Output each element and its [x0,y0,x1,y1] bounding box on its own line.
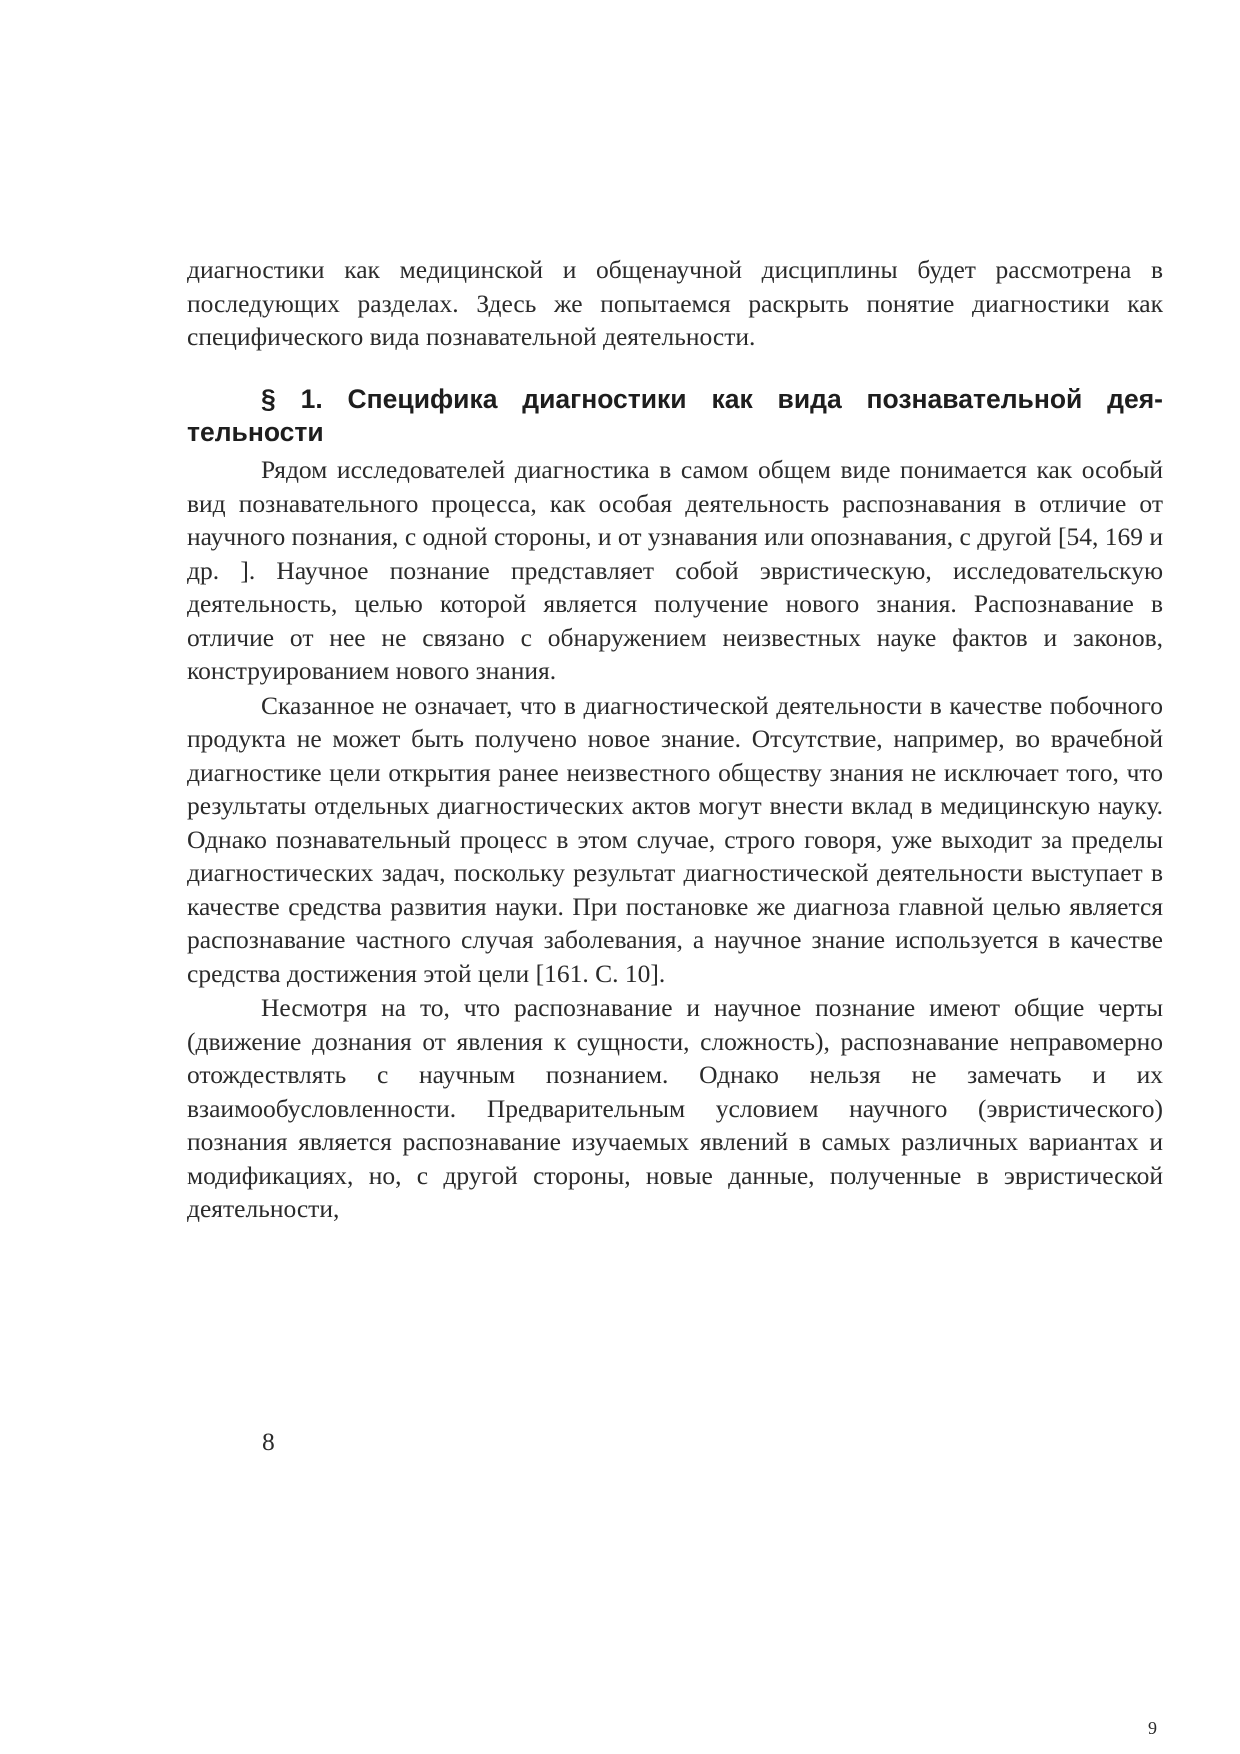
section-heading [187,383,1163,449]
paragraph-2: Сказанное не означает, что в диагностической деятельности в качестве побочного продукта не может быть получено новое знание. Отсутствие, например, во врачебной диагностике цели открытия ранее неизвестного обществу знания не исключает того, что результаты отдельных диагностических актов могут внести вклад в медицинскую науку. Однако познавательный процесс в этом случае, строго говоря, уже выходит за пределы диагностических задач, поскольку результат диагностической деятельности выступает в качестве средства развития науки. При постановке же диагноза главной целью является распознавание частного случая заболевания, а научное знание используется в качестве средства достижения этой цели [161. С. 10]. [187,690,1163,988]
section-heading-line-2: тельности [187,417,324,447]
inner-page-number: 8 [262,1427,275,1456]
intro-text-block [187,253,1163,354]
intro-paragraph: диагностики как медицинской и общенаучной дисциплины будет рассмотрена в последующих разделах. Здесь же попытаемся раскрыть понятие диагностики как специфического вида познавательной деятельности. [187,255,1163,351]
section-heading-line-1: § 1. Специфика диагностики как вида познавательной дея- [261,384,1163,414]
body-text-block [187,453,1163,1227]
paragraph-1: Рядом исследователей диагностика в самом общем виде понимается как особый вид познавательного процесса, как особая деятельность распознавания в отличие от научного познания, с одной стороны, и от узнавания или опознавания, с другой [54, 169 и др. ]. Научное познание представляет собой эвристическую, исследовательскую деятельность, целью которой является получение нового знания. Распознавание в отличие от нее не связано с обнаружением неизвестных науке фактов и законов, конструированием нового знания. [187,455,1163,685]
paragraph-3: Несмотря на то, что распознавание и научное познание имеют общие черты (движение дознания от явления к сущности, сложность), распознавание неправомерно отождествлять с научным познанием. Однако нельзя не замечать и их взаимообусловленности. Предварительным условием научного (эвристического) познания является распознавание изучаемых явлений в самых различных вариантах и модификациях, но, с другой стороны, новые данные, полученные в эвристической деятельности, [187,993,1163,1223]
outer-page-number: 9 [1148,1718,1157,1738]
